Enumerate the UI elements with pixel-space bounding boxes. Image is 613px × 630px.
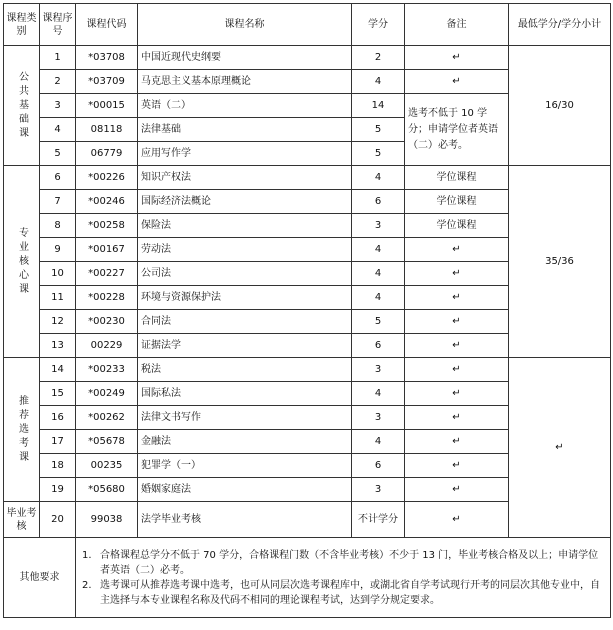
course-code: *00249 <box>76 382 138 406</box>
category-public: 公共基础课 <box>4 46 40 166</box>
course-name: 公司法 <box>138 262 352 286</box>
course-credits: 5 <box>352 118 405 142</box>
course-seq: 16 <box>40 406 76 430</box>
course-name: 法律基础 <box>138 118 352 142</box>
course-code: *05678 <box>76 430 138 454</box>
course-name: 金融法 <box>138 430 352 454</box>
course-seq: 1 <box>40 46 76 70</box>
category-core: 专业核心课 <box>4 166 40 358</box>
course-seq: 9 <box>40 238 76 262</box>
course-note: ↵ <box>405 382 509 406</box>
course-code: *00233 <box>76 358 138 382</box>
course-credits: 14 <box>352 94 405 118</box>
category-elective: 推荐选考课 <box>4 358 40 502</box>
course-credits: 3 <box>352 478 405 502</box>
course-code: 06779 <box>76 142 138 166</box>
header-name: 课程名称 <box>138 4 352 46</box>
requirement-number: 2. <box>82 579 92 591</box>
course-name: 保险法 <box>138 214 352 238</box>
course-credits: 4 <box>352 382 405 406</box>
header-row <box>4 4 611 46</box>
requirement-text: 合格课程总学分不低于 70 学分，合格课程门数（不含毕业考核）不少于 13 门，毕业考核合格及以上；申请学位者英语（二）必考。 <box>100 549 599 576</box>
course-seq: 19 <box>40 478 76 502</box>
course-seq: 14 <box>40 358 76 382</box>
header-seq: 课程序号 <box>40 4 76 46</box>
course-credits: 4 <box>352 262 405 286</box>
course-note: ↵ <box>405 358 509 382</box>
course-code: *00258 <box>76 214 138 238</box>
public-note: 选考不低于 10 学分；申请学位者英语（二）必考。 <box>405 94 509 166</box>
min-credits-core: 35/36 <box>509 166 611 358</box>
course-seq: 17 <box>40 430 76 454</box>
course-seq: 2 <box>40 70 76 94</box>
course-note: ↵ <box>405 334 509 358</box>
course-seq: 18 <box>40 454 76 478</box>
course-credits: 不计学分 <box>352 502 405 538</box>
min-credits-public: 16/30 <box>509 46 611 166</box>
category-graduation: 毕业考核 <box>4 502 40 538</box>
table-row <box>4 166 611 190</box>
requirement-number: 1. <box>82 549 92 561</box>
course-note: ↵ <box>405 238 509 262</box>
course-note: ↵ <box>405 406 509 430</box>
table-row <box>4 46 611 70</box>
course-credits: 3 <box>352 214 405 238</box>
course-seq: 11 <box>40 286 76 310</box>
course-credits: 4 <box>352 70 405 94</box>
requirement-item <box>82 548 604 578</box>
course-note: ↵ <box>405 478 509 502</box>
course-note: ↵ <box>405 70 509 94</box>
course-code: *05680 <box>76 478 138 502</box>
course-note: ↵ <box>405 310 509 334</box>
requirement-text: 选考课可从推荐选考课中选考，也可从同层次选考课程库中，或湖北省自学考试现行开考的同层次其他专业中，自主选择与本专业课程名称及代码不相同的理论课程考试，达到学分规定要求。 <box>100 579 600 606</box>
requirement-item <box>82 578 604 608</box>
course-note: ↵ <box>405 286 509 310</box>
course-code: *00227 <box>76 262 138 286</box>
course-code: *00230 <box>76 310 138 334</box>
course-note: 学位课程 <box>405 190 509 214</box>
course-seq: 20 <box>40 502 76 538</box>
curriculum-table <box>3 3 611 618</box>
other-requirements-text <box>76 538 611 618</box>
course-credits: 3 <box>352 358 405 382</box>
other-requirements-row <box>4 538 611 618</box>
header-category: 课程类别 <box>4 4 40 46</box>
course-code: 99038 <box>76 502 138 538</box>
course-credits: 2 <box>352 46 405 70</box>
course-seq: 4 <box>40 118 76 142</box>
course-code: *00226 <box>76 166 138 190</box>
header-notes: 备注 <box>405 4 509 46</box>
course-name: 知识产权法 <box>138 166 352 190</box>
course-seq: 3 <box>40 94 76 118</box>
course-note: ↵ <box>405 262 509 286</box>
course-name: 证据法学 <box>138 334 352 358</box>
course-seq: 8 <box>40 214 76 238</box>
course-code: *00262 <box>76 406 138 430</box>
course-name: 国际私法 <box>138 382 352 406</box>
course-code: *03709 <box>76 70 138 94</box>
min-credits-elective: ↵ <box>509 358 611 538</box>
course-note: ↵ <box>405 502 509 538</box>
course-seq: 12 <box>40 310 76 334</box>
course-code: *00228 <box>76 286 138 310</box>
course-note: 学位课程 <box>405 166 509 190</box>
course-code: *00167 <box>76 238 138 262</box>
course-code: *00246 <box>76 190 138 214</box>
course-credits: 6 <box>352 454 405 478</box>
course-credits: 4 <box>352 430 405 454</box>
header-code: 课程代码 <box>76 4 138 46</box>
course-name: 国际经济法概论 <box>138 190 352 214</box>
course-code: 08118 <box>76 118 138 142</box>
course-name: 英语（二） <box>138 94 352 118</box>
course-name: 劳动法 <box>138 238 352 262</box>
course-credits: 3 <box>352 406 405 430</box>
course-credits: 4 <box>352 238 405 262</box>
course-code: 00229 <box>76 334 138 358</box>
course-name: 法学毕业考核 <box>138 502 352 538</box>
course-credits: 4 <box>352 286 405 310</box>
course-seq: 7 <box>40 190 76 214</box>
table-row <box>4 358 611 382</box>
course-name: 婚姻家庭法 <box>138 478 352 502</box>
course-code: *00015 <box>76 94 138 118</box>
course-name: 中国近现代史纲要 <box>138 46 352 70</box>
course-seq: 5 <box>40 142 76 166</box>
course-seq: 15 <box>40 382 76 406</box>
course-credits: 5 <box>352 310 405 334</box>
course-name: 合同法 <box>138 310 352 334</box>
course-seq: 6 <box>40 166 76 190</box>
course-name: 法律文书写作 <box>138 406 352 430</box>
header-credits: 学分 <box>352 4 405 46</box>
course-note: ↵ <box>405 46 509 70</box>
course-code: 00235 <box>76 454 138 478</box>
course-name: 税法 <box>138 358 352 382</box>
course-name: 应用写作学 <box>138 142 352 166</box>
course-note: ↵ <box>405 430 509 454</box>
course-name: 环境与资源保护法 <box>138 286 352 310</box>
course-credits: 5 <box>352 142 405 166</box>
course-credits: 6 <box>352 190 405 214</box>
course-note: ↵ <box>405 454 509 478</box>
course-seq: 13 <box>40 334 76 358</box>
course-seq: 10 <box>40 262 76 286</box>
course-name: 犯罪学（一） <box>138 454 352 478</box>
course-note: 学位课程 <box>405 214 509 238</box>
other-requirements-label: 其他要求 <box>4 538 76 618</box>
course-credits: 6 <box>352 334 405 358</box>
course-credits: 4 <box>352 166 405 190</box>
header-min-credits: 最低学分/学分小计 <box>509 4 611 46</box>
course-code: *03708 <box>76 46 138 70</box>
course-name: 马克思主义基本原理概论 <box>138 70 352 94</box>
